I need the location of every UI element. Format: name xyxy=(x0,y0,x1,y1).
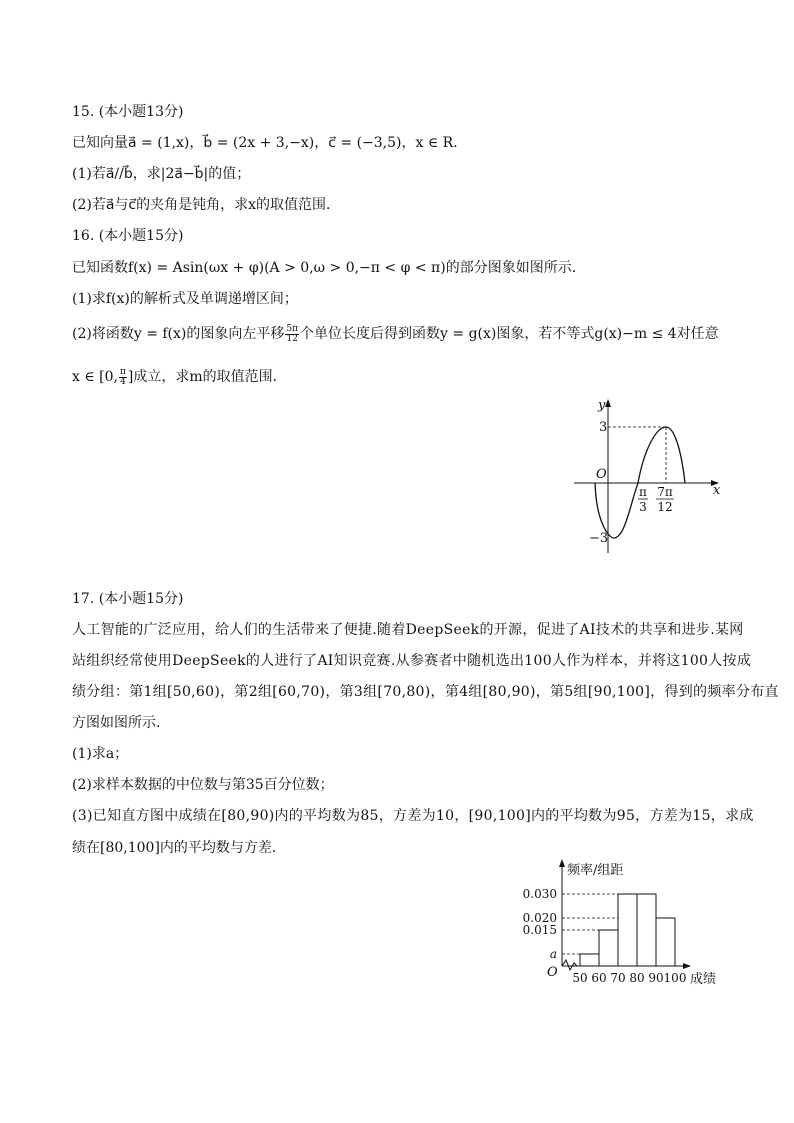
hist-x-label: 成绩 xyxy=(690,972,717,987)
tick2-den: 12 xyxy=(657,500,673,514)
tick1-den: 3 xyxy=(639,500,647,514)
graph-origin-label: O xyxy=(596,467,607,482)
sine-graph xyxy=(568,395,728,557)
q15-header: 15. (本小题13分) xyxy=(72,104,184,120)
q16-part2-text-b: 个单位长度后得到函数y = g(x)图象，若不等式g(x)−m ≤ 4对任意 xyxy=(300,326,719,342)
interval-fraction-num: π xyxy=(119,366,126,377)
q16-part2-text-d: ]成立，求m的取值范围． xyxy=(127,369,287,385)
graph-x-label: x xyxy=(713,483,721,498)
graph-y-arrow xyxy=(605,399,611,407)
hist-origin-label: O xyxy=(547,965,558,980)
q17-part2: (2)求样本数据的中位数与第35百分位数； xyxy=(72,777,334,793)
hist-y-tick-0_015: 0.015 xyxy=(522,923,557,937)
tick1-num: π xyxy=(639,485,647,499)
hist-bar-50 xyxy=(580,954,599,966)
tick2-num: 7π xyxy=(657,485,673,499)
interval-fraction xyxy=(119,368,127,387)
hist-x-tick-70: 70 xyxy=(610,971,626,985)
hist-y-tick-a: a xyxy=(549,947,557,961)
hist-y-tick-0_030: 0.030 xyxy=(522,887,557,901)
shift-fraction xyxy=(285,325,299,344)
shift-fraction-num: 5π xyxy=(286,323,299,334)
q16-part2-text-a: (2)将函数y = f(x)的图象向左平移 xyxy=(72,326,285,342)
hist-y-arrow xyxy=(559,859,565,867)
q15-part1: (1)若a⃗//b⃗，求|2a⃗−b⃗|的值； xyxy=(72,166,251,182)
q17-stem-line1: 人工智能的广泛应用，给人们的生活带来了便捷.随着DeepSeek的开源，促进了AI技术的共享和进步.某网 xyxy=(72,622,744,638)
graph-y-label: y xyxy=(598,398,606,413)
interval-fraction-den: 4 xyxy=(120,376,126,387)
hist-y-tick-0_020: 0.020 xyxy=(522,911,557,925)
q17-part3-line1: (3)已知直方图中成绩在[80,90)内的平均数为85，方差为10，[90,100]内的平均数为95，方差为15，求成 xyxy=(72,808,754,824)
hist-bar-90 xyxy=(656,918,675,966)
q15-stem: 已知向量a⃗ = (1,x)，b⃗ = (2x + 3,−x)，c⃗ = (−3,5)，x ∈ R． xyxy=(72,135,468,151)
q16-part2-text-c: x ∈ [0, xyxy=(72,369,118,385)
q15-part2: (2)若a⃗与c⃗的夹角是钝角，求x的取值范围． xyxy=(72,197,341,213)
q17-stem-line3: 绩分组：第1组[50,60)，第2组[60,70)，第3组[70,80)，第4组[80,90)，第5组[90,100]，得到的频率分布直 xyxy=(72,684,779,700)
axis-break-mark xyxy=(562,960,577,970)
q16-stem: 已知函数f(x) = Asin(ωx + φ)(A > 0,ω > 0,−π < φ < π)的部分图象如图所示． xyxy=(72,260,586,276)
q16-header: 16. (本小题15分) xyxy=(72,228,184,244)
hist-x-tick-90: 90 xyxy=(648,971,664,985)
q16-part1: (1)求f(x)的解析式及单调递增区间； xyxy=(72,291,298,307)
q16-part2-line1 xyxy=(72,324,719,344)
frequency-histogram xyxy=(510,858,750,992)
hist-y-label: 频率/组距 xyxy=(567,863,624,878)
graph-max-label: 3 xyxy=(599,420,608,435)
hist-x-arrow xyxy=(683,963,691,969)
q17-part1: (1)求a； xyxy=(72,746,129,762)
q16-part2-line2 xyxy=(72,367,287,387)
hist-x-tick-80: 80 xyxy=(629,971,645,985)
hist-bar-60 xyxy=(599,930,618,966)
hist-bar-70 xyxy=(618,894,637,966)
q17-header: 17. (本小题15分) xyxy=(72,591,184,607)
q17-stem-line2: 站组织经常使用DeepSeek的人进行了AI知识竞赛.从参赛者中随机选出100人作为样本，并将这100人按成 xyxy=(72,653,752,669)
hist-x-tick-50: 50 xyxy=(572,971,588,985)
shift-fraction-den: 12 xyxy=(286,333,298,344)
hist-x-tick-100: 100 xyxy=(663,971,687,985)
q17-stem-line4: 方图如图所示． xyxy=(72,715,170,731)
graph-min-label: −3 xyxy=(589,531,609,546)
hist-bar-80 xyxy=(637,894,656,966)
q17-part3-line2: 绩在[80,100]内的平均数与方差． xyxy=(72,840,286,856)
hist-x-tick-60: 60 xyxy=(591,971,607,985)
